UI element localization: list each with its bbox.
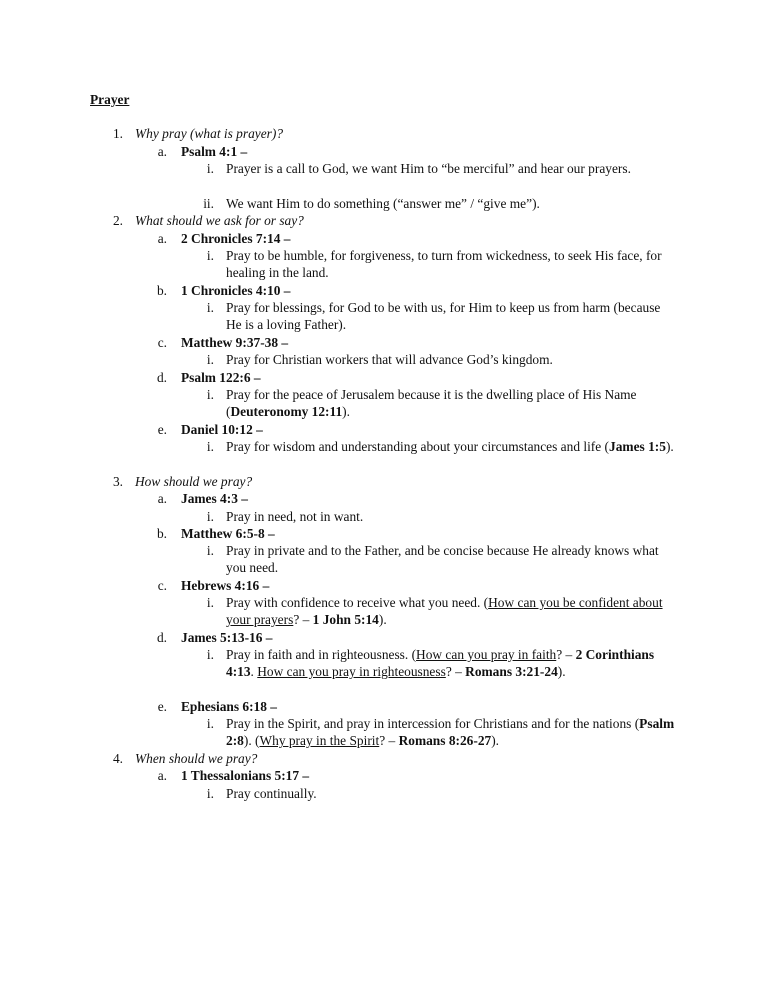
list-marker: i. xyxy=(206,248,214,263)
reference-text: Psalm 122:6 – xyxy=(181,370,261,385)
list-marker: e. xyxy=(157,422,167,437)
list-marker: i. xyxy=(206,439,214,454)
list-marker: a. xyxy=(157,768,167,783)
reference-text: Hebrews 4:16 – xyxy=(181,578,270,593)
point-text: Pray in need, not in want. xyxy=(226,509,364,524)
list-marker: ii. xyxy=(203,196,214,211)
reference-text: 1 Chronicles 4:10 – xyxy=(181,283,291,298)
study-question: How can you pray in righteousness xyxy=(257,664,446,680)
point-text: Pray in private and to the Father, and be concise because He already knows what you need. xyxy=(226,543,659,576)
list-marker: a. xyxy=(157,491,167,506)
reference-text: 1 Thessalonians 5:17 – xyxy=(181,768,310,783)
section-question: When should we pray? xyxy=(135,751,258,766)
reference-text: Matthew 6:5-8 – xyxy=(181,526,275,541)
list-marker: e. xyxy=(157,699,167,714)
point-text: Pray in the Spirit, and pray in intercession for Christians and for the nations (Psalm 2:8). (Why pray in the Spirit? – Romans 8:26-27). xyxy=(226,716,675,749)
section-question: What should we ask for or say? xyxy=(135,213,304,228)
reference-text: James 5:13-16 – xyxy=(181,630,273,645)
list-marker: i. xyxy=(206,387,214,402)
point-text: Pray for Christian workers that will advance God’s kingdom. xyxy=(226,352,553,367)
point-text: Pray in faith and in righteousness. (How can you pray in faith? – 2 Corinthians 4:13. How can you pray in righteousness? – Romans 3:21-24). xyxy=(226,647,655,680)
reference-text: Psalm 4:1 – xyxy=(181,144,248,159)
point-text: Pray for wisdom and understanding about your circumstances and life (James 1:5). xyxy=(226,439,674,454)
point-text: Pray continually. xyxy=(226,786,317,801)
point-text: Pray with confidence to receive what you need. (How can you be confident about your prayers? – 1 John 5:14). xyxy=(226,595,663,628)
list-marker: 3. xyxy=(112,474,123,489)
list-marker: i. xyxy=(206,543,214,558)
list-marker: a. xyxy=(157,144,167,159)
list-marker: i. xyxy=(206,352,214,367)
point-text: Pray to be humble, for forgiveness, to turn from wickedness, to seek His face, for healing in the land. xyxy=(226,248,662,281)
list-marker: a. xyxy=(157,231,167,246)
list-marker: i. xyxy=(206,300,214,315)
list-marker: b. xyxy=(156,283,167,298)
study-question: Why pray in the Spirit xyxy=(259,733,380,749)
list-marker: i. xyxy=(206,161,214,176)
list-marker: 1. xyxy=(112,126,123,141)
point-text: Prayer is a call to God, we want Him to “be merciful” and hear our prayers. xyxy=(226,161,631,176)
point-text: We want Him to do something (“answer me” / “give me”). xyxy=(226,196,540,211)
list-marker: i. xyxy=(206,509,214,524)
list-marker: i. xyxy=(206,786,214,801)
list-marker: c. xyxy=(157,578,167,593)
study-question: How can you pray in faith xyxy=(416,647,557,662)
list-marker: i. xyxy=(206,595,214,610)
reference-text: Ephesians 6:18 – xyxy=(181,699,277,714)
list-marker: 4. xyxy=(112,751,123,766)
point-text: Pray for the peace of Jerusalem because it is the dwelling place of His Name (Deuteronomy 12:11). xyxy=(226,387,637,420)
reference-text: 2 Chronicles 7:14 – xyxy=(181,231,291,246)
study-question: How can you be confident about your prayers xyxy=(226,595,663,628)
list-marker: c. xyxy=(157,335,167,350)
list-marker: d. xyxy=(156,630,167,645)
list-marker: d. xyxy=(156,370,167,385)
list-marker: i. xyxy=(206,716,214,731)
section-question: How should we pray? xyxy=(135,474,253,489)
list-marker: 2. xyxy=(112,213,123,228)
point-text: Pray for blessings, for God to be with us, for Him to keep us from harm (because He is a loving Father). xyxy=(226,300,661,333)
reference-text: Daniel 10:12 – xyxy=(181,422,263,437)
section-question: Why pray (what is prayer)? xyxy=(135,126,284,141)
list-marker: b. xyxy=(156,526,167,541)
list-marker: i. xyxy=(206,647,214,662)
reference-text: James 4:3 – xyxy=(181,491,248,506)
page-title: Prayer xyxy=(90,92,130,107)
reference-text: Matthew 9:37-38 – xyxy=(181,335,289,350)
